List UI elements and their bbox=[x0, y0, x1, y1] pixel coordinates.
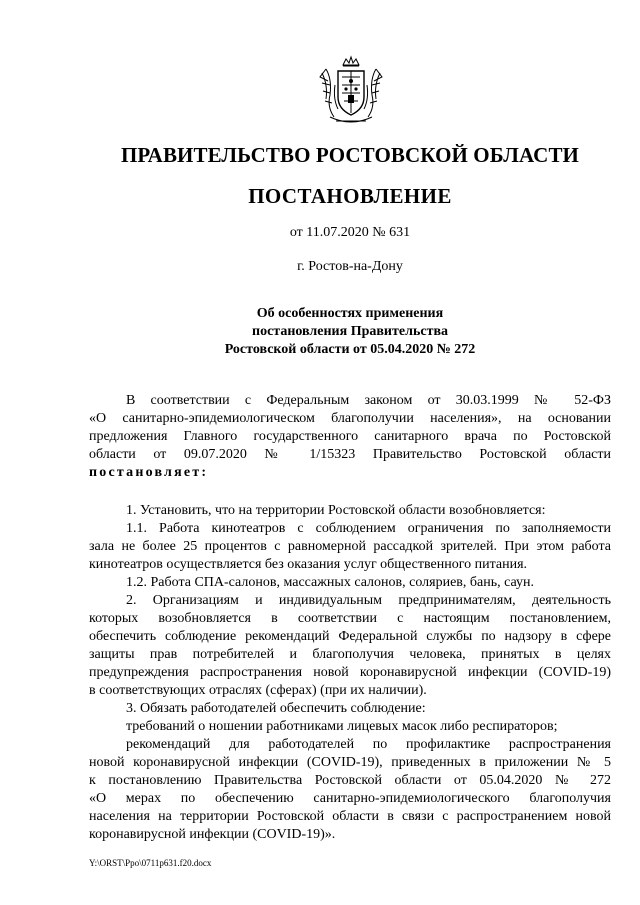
clause-3-item-line: коронавирусной инфекции (COVID-19)». bbox=[89, 827, 336, 842]
preamble bbox=[89, 392, 611, 482]
clause-1-1-line: 1.1. Работа кинотеатров с соблюдением ограничения по заполняемости bbox=[126, 521, 611, 536]
clause-3-item-line: новой коронавирусной инфекции (COVID-19), приведенных в приложении № 5 bbox=[89, 755, 611, 770]
clause-3-item: требований о ношении работниками лицевых масок либо респираторов; bbox=[126, 719, 558, 734]
clause-1-1-line: кинотеатров осуществляется без оказания услуг общественного питания. bbox=[89, 557, 528, 572]
clause-2-line: в соответствующих отраслях (сферах) (при их наличии). bbox=[89, 683, 427, 698]
coat-of-arms-icon bbox=[318, 55, 384, 127]
clause-2-line: предупреждения распространения новой коронавирусной инфекции (COVID-19) bbox=[89, 665, 611, 680]
clause-1: 1. Установить, что на территории Ростовской области возобновляется: bbox=[126, 503, 546, 518]
clause-2-line: которых возобновляется в соответствии с настоящим постановлением, bbox=[89, 611, 611, 626]
clause-3: 3. Обязать работодателей обеспечить соблюдение: bbox=[126, 701, 426, 716]
document-type-title: ПОСТАНОВЛЕНИЕ bbox=[248, 184, 452, 208]
clause-3-item-line: «О мерах по обеспечению санитарно-эпидемиологического благополучия bbox=[89, 791, 611, 806]
clauses bbox=[89, 502, 611, 844]
clause-2-line: обеспечить соблюдение рекомендаций Федеральной службы по надзору в сфере bbox=[89, 629, 611, 644]
preamble-line: области от 09.07.2020 № 1/15323 Правительство Ростовской области bbox=[89, 447, 611, 462]
city: г. Ростов-на-Дону bbox=[297, 259, 403, 274]
subject-line: Об особенностях применения bbox=[256, 306, 444, 321]
clause-3-item-line: к постановлению Правительства Ростовской области от 05.04.2020 № 272 bbox=[89, 773, 611, 788]
clause-2-line: защиты прав потребителей и благополучия человека, принятых в целях bbox=[89, 647, 611, 662]
resolves-keyword: постановляет: bbox=[89, 465, 209, 480]
preamble-line: «О санитарно-эпидемиологическом благополучии населения», на основании bbox=[89, 411, 611, 426]
clause-3-item-line: населения на территории Ростовской области в связи с распространением новой bbox=[89, 809, 611, 824]
preamble-line: предложения Главного государственного санитарного врача по Ростовской bbox=[89, 429, 611, 444]
date-number: от 11.07.2020 № 631 bbox=[289, 225, 411, 240]
preamble-line: В соответствии с Федеральным законом от 30.03.1999 № 52-ФЗ bbox=[126, 393, 611, 408]
subject-line: постановления Правительства bbox=[252, 324, 448, 339]
subject-line: Ростовской области от 05.04.2020 № 272 bbox=[224, 342, 476, 357]
clause-1-2: 1.2. Работа СПА-салонов, массажных салонов, соляриев, бань, саун. bbox=[126, 575, 535, 590]
clause-3-item-line: рекомендаций для работодателей по профилактике распространения bbox=[126, 737, 611, 752]
clause-1-1-line: зала не более 25 процентов с равномерной рассадкой зрителей. При этом работа bbox=[89, 539, 611, 554]
file-path-footer: Y:\ORST\Ppo\0711p631.f20.docx bbox=[89, 858, 212, 868]
clause-2-line: 2. Организациям и индивидуальным предпринимателям, деятельность bbox=[126, 593, 611, 608]
organization-title: ПРАВИТЕЛЬСТВО РОСТОВСКОЙ ОБЛАСТИ bbox=[121, 143, 579, 167]
